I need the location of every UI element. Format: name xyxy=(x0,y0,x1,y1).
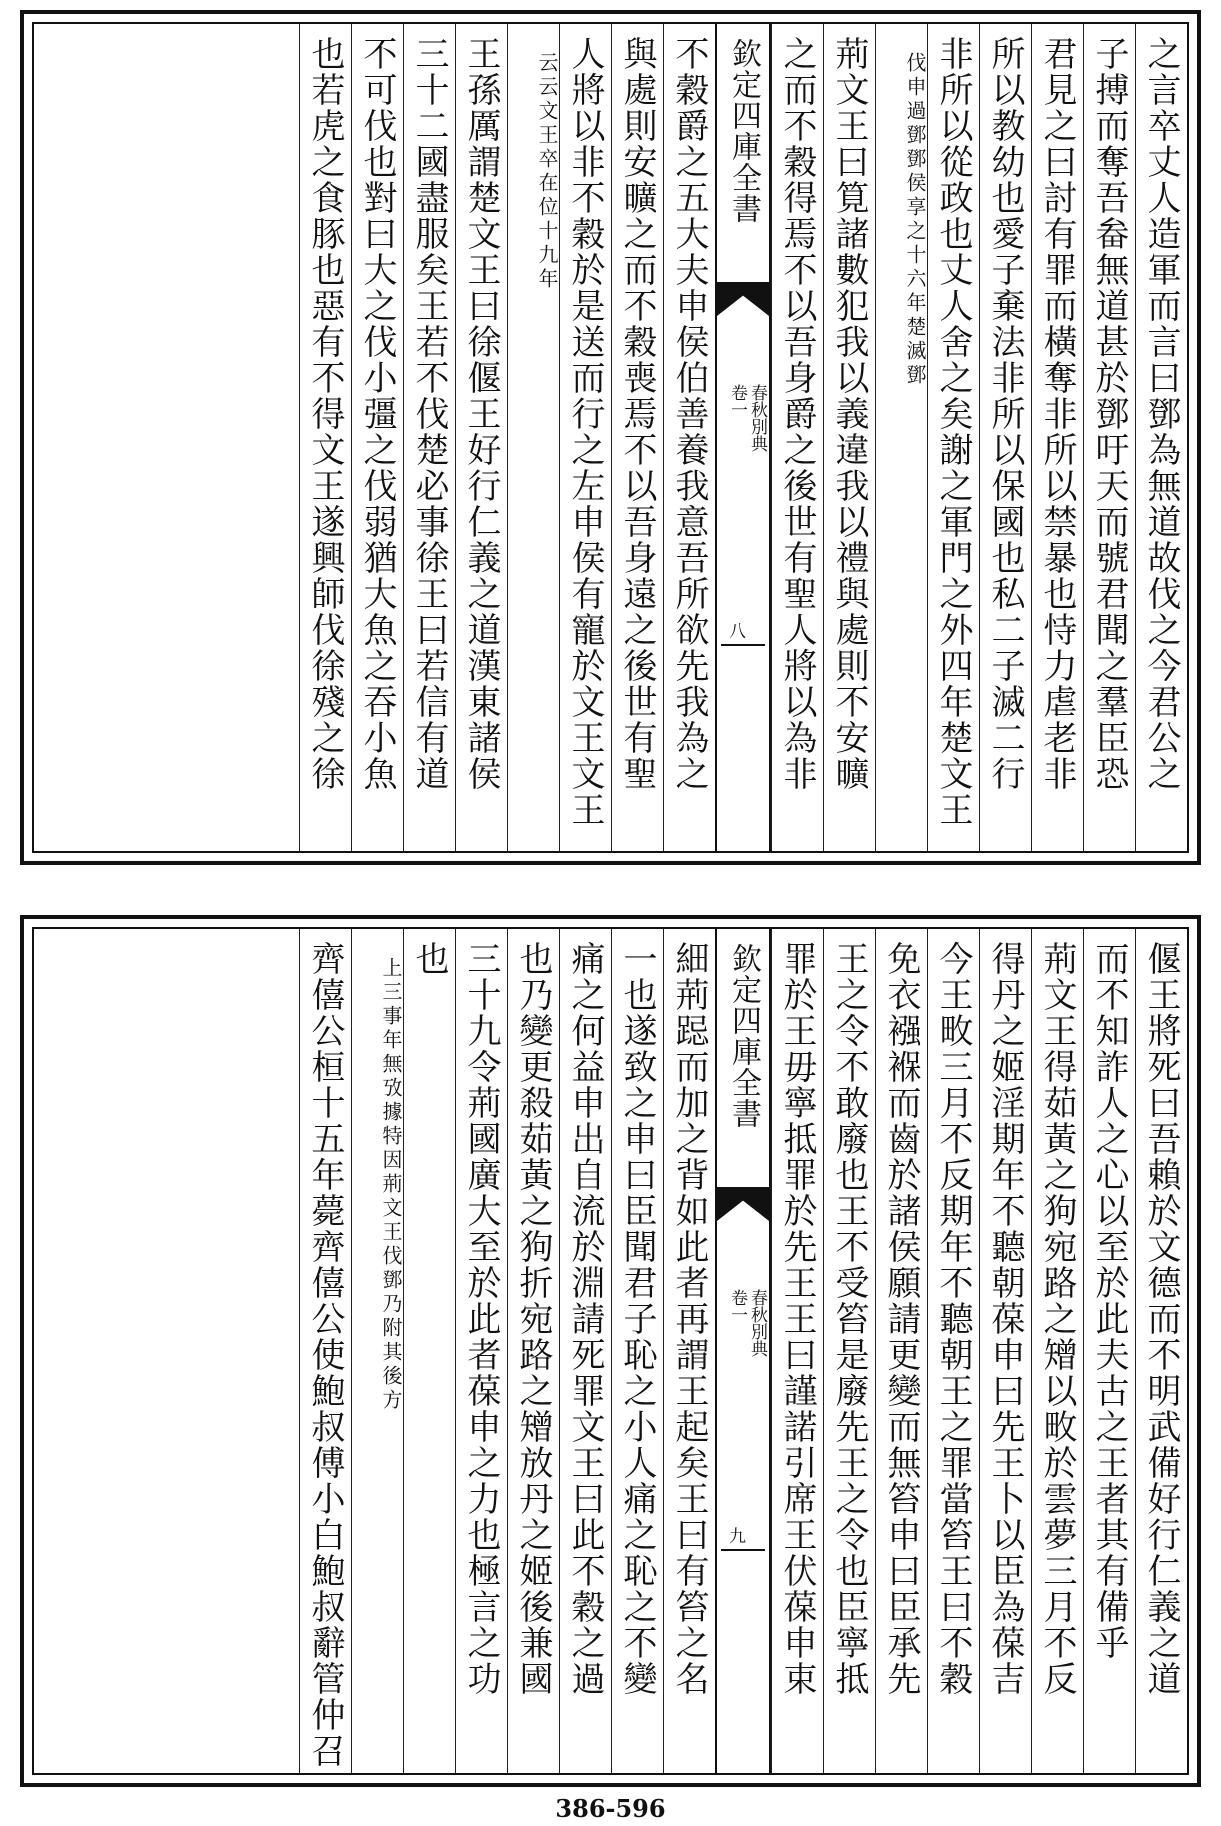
section-title: 春秋別典 卷一 xyxy=(727,384,767,452)
text-column: 王之令不敢廢也王不受笞是廢先王之令也臣寧抵 xyxy=(823,929,875,1773)
text-column: 而不知詐人之心以至於此夫古之王者其有備乎 xyxy=(1083,929,1135,1773)
annotation-column: 上三事年無攷據特因荊文王伐鄧乃附其後方 xyxy=(351,929,403,1773)
text-column: 細荊跽而加之背如此者再謂王起矣王曰有笞之名 xyxy=(663,929,715,1773)
top-page xyxy=(20,10,1201,865)
text-column: 不穀爵之五大夫申侯伯善養我意吾所欲先我為之 xyxy=(663,24,715,851)
section-title: 春秋別典 卷一 xyxy=(727,1289,767,1357)
text-column: 痛之何益申出自流於淵請死罪文王曰此不穀之過 xyxy=(559,929,611,1773)
book-gutter xyxy=(715,24,771,851)
text-column: 今王畋三月不反期年不聽朝王之罪當笞王曰不穀 xyxy=(927,929,979,1773)
fish-tail-mark-icon xyxy=(717,1187,769,1221)
leaf-number: 九 xyxy=(725,1527,745,1544)
top-page-frame xyxy=(32,22,1189,853)
annotation-column: 云云文王卒在位十九年 xyxy=(507,24,559,851)
text-column: 齊僖公桓十五年薨齊僖公使鮑叔傅小白鮑叔辭管仲召 xyxy=(299,929,351,1773)
annotation-column: 伐申過鄧鄧侯享之十六年楚滅鄧 xyxy=(875,24,927,851)
bottom-text-columns xyxy=(34,929,1187,1773)
text-column: 荊文王得茹黃之狗宛路之矰以畋於雲夢三月不反 xyxy=(1031,929,1083,1773)
top-text-columns xyxy=(34,24,1187,851)
text-column: 與處則安曠之而不穀喪焉不以吾身遠之後世有聖 xyxy=(611,24,663,851)
text-column: 也若虎之食豚也惡有不得文王遂興師伐徐殘之徐 xyxy=(299,24,351,851)
text-column: 偃王將死曰吾賴於文德而不明武備好行仁義之道 xyxy=(1135,929,1187,1773)
page-code: 386-596 xyxy=(555,1794,666,1823)
gutter-rule xyxy=(721,1549,765,1551)
text-column: 子搏而奪吾畚無道甚於鄧吁天而號君聞之羣臣恐 xyxy=(1083,24,1135,851)
text-column: 非所以從政也丈人舍之矣謝之軍門之外四年楚文王 xyxy=(927,24,979,851)
text-column: 一也遂致之申曰臣聞君子恥之小人痛之恥之不變 xyxy=(611,929,663,1773)
gutter-rule xyxy=(721,644,765,646)
text-column: 三十九令荊國廣大至於此者葆申之力也極言之功 xyxy=(455,929,507,1773)
text-column: 三十二國盡服矣王若不伐楚必事徐王曰若信有道 xyxy=(403,24,455,851)
text-column: 之而不穀得焉不以吾身爵之後世有聖人將以為非 xyxy=(771,24,823,851)
text-column: 不可伐也對曰大之伐小彊之伐弱猶大魚之吞小魚 xyxy=(351,24,403,851)
text-column: 得丹之姬淫期年不聽朝葆申曰先王卜以臣為葆吉 xyxy=(979,929,1031,1773)
bottom-page-frame xyxy=(32,927,1189,1775)
book-title: 欽定四庫全書 xyxy=(726,38,761,224)
book-title: 欽定四庫全書 xyxy=(726,943,761,1129)
leaf-number: 八 xyxy=(725,622,745,639)
text-column: 人將以非不穀於是送而行之左申侯有寵於文王文王 xyxy=(559,24,611,851)
fish-tail-mark-icon xyxy=(717,282,769,316)
text-column: 君見之曰討有罪而橫奪非所以禁暴也恃力虐老非 xyxy=(1031,24,1083,851)
text-column: 罪於王毋寧抵罪於先王王曰謹諾引席王伏葆申束 xyxy=(771,929,823,1773)
book-gutter xyxy=(715,929,771,1773)
text-column: 也 xyxy=(403,929,455,1773)
text-column: 荊文王曰筧諸數犯我以義違我以禮與處則不安曠 xyxy=(823,24,875,851)
text-column: 所以教幼也愛子棄法非所以保國也私二子滅二行 xyxy=(979,24,1031,851)
text-column: 免衣襁褓而齒於諸侯願請更變而無笞申曰臣承先 xyxy=(875,929,927,1773)
text-column: 之言卒丈人造軍而言曰鄧為無道故伐之今君公之 xyxy=(1135,24,1187,851)
text-column: 王孫厲謂楚文王曰徐偃王好行仁義之道漢東諸侯 xyxy=(455,24,507,851)
bottom-page xyxy=(20,915,1201,1787)
text-column: 也乃變更殺茹黃之狗折宛路之矰放丹之姬後兼國 xyxy=(507,929,559,1773)
